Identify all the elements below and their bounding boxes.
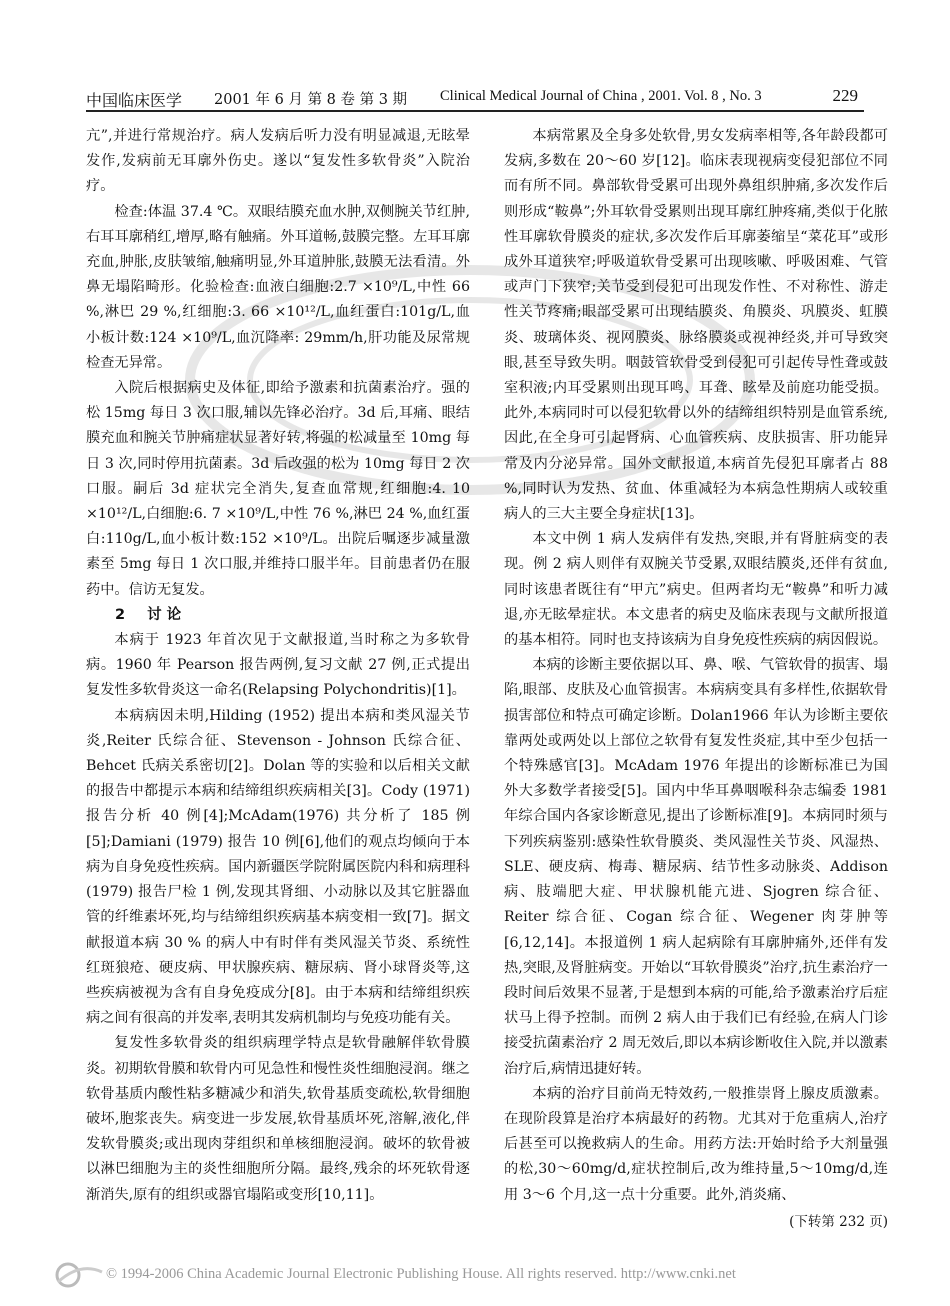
body-paragraph: 检查:体温 37.4 ℃。双眼结膜充血水肿,双侧腕关节红肿,右耳耳廓稍红,增厚,略有触痛。外耳道畅,鼓膜完整。左耳耳廓充血,肿胀,皮肤皱缩,触痛明显,外耳道肿胀,鼓膜无法看清。外鼻无塌陷畸形。化验检查:血液白细胞:2.7 ×10⁹/L,中性 66 %,淋巴 29 %,红细胞:3. 66 ×10¹²/L,血红蛋白:101g/L,血小板计数:124 ×10⁹/L,血沉降率: 29mm/h,肝功能及尿常规检查无异常。 (86, 203, 470, 371)
section-heading (86, 603, 470, 628)
body-paragraph: 本病的诊断主要依据以耳、鼻、喉、气管软骨的损害、塌陷,眼部、皮肤及心血管损害。本病病变具有多样性,依据软骨损害部位和特点可确定诊断。Dolan1966 年认为诊断主要依靠两处或两处以上部位之软骨有复发性炎症,其中至少包括一个特殊感官[3]。McAdam 1976 年提出的诊断标准已为国外大多数学者接受[5]。国内中华耳鼻咽喉科杂志编委 1981 年综合国内各家诊断意见,提出了诊断标准[9]。本病同时须与下列疾病鉴别:感染性软骨膜炎、类风湿性关节炎、风湿热、SLE、硬皮病、梅毒、糖尿病、结节性多动脉炎、Addison 病、肢端肥大症、甲状腺机能亢进、Sjogren 综合征、Reiter 综合征、Cogan 综合征、Wegener 肉芽肿等[6,12,14]。本报道例 1 病人起病除有耳廓肿痛外,还伴有发热,突眼,及肾脏病变。开始以“耳软骨膜炎”治疗,抗生素治疗一段时间后效果不显著,于是想到本病的可能,给予激素治疗后症状马上得予控制。而例 2 病人由于我们已有经验,在病人门诊接受抗菌素治疗 2 周无效后,即以本病诊断收住入院,并以激素治疗后,病情迅捷好转。 (504, 657, 888, 1077)
body-paragraph: 本病常累及全身多处软骨,男女发病率相等,各年龄段都可发病,多数在 20～60 岁[12]。临床表现视病变侵犯部位不同而有所不同。鼻部软骨受累可出现外鼻组织肿痛,多次发作后则形成“鞍鼻”;外耳软骨受累则出现耳廓红肿疼痛,类似于化脓性耳廓软骨膜炎的症状,多次发作后耳廓萎缩呈“菜花耳”或形成外耳道狭窄;呼吸道软骨受累可出现咳嗽、呼吸困难、气管或声门下狭窄;关节受到侵犯可出现发作性、不对称性、游走性关节疼痛;眼部受累可出现结膜炎、角膜炎、巩膜炎、虹膜炎、玻璃体炎、视网膜炎、脉络膜炎或视神经炎,并可导致突眼,甚至导致失明。咽鼓管软骨受到侵犯可引起传导性聋或鼓室积液;内耳受累则出现耳鸣、耳聋、眩晕及前庭功能受损。此外,本病同时可以侵犯软骨以外的结缔组织特别是血管系统,因此,在全身可引起肾病、心血管疾病、皮肤损害、肝功能异常及内分泌异常。国外文献报道,本病首先侵犯耳廓者占 88 %,同时认为发热、贫血、体重减轻为本病急性期病人或较重病人的三大主要全身症状[13]。 (504, 128, 888, 523)
body-paragraph: 本病的治疗目前尚无特效药,一般推崇肾上腺皮质激素。在现阶段算是治疗本病最好的药物。尤其对于危重病人,治疗后甚至可以挽救病人的生命。用药方法:开始时给予大剂量强的松,30～60mg/d,症状控制后,改为维持量,5～10mg/d,连用 3～6 个月,这一点十分重要。此外,消炎痛、 (504, 1085, 888, 1203)
journal-title-en: Clinical Medical Journal of China , 2001. Vol. 8 , No. 3 (440, 88, 762, 104)
body-paragraph: 复发性多软骨炎的组织病理学特点是软骨融解伴软骨膜炎。初期软骨膜和软骨内可见急性和慢性炎性细胞浸润。继之软骨基质内酸性粘多糖减少和消失,软骨基质变疏松,软骨细胞破坏,胞浆丧失。病变进一步发展,软骨基质坏死,溶解,液化,伴发软骨膜炎;或出现肉芽组织和单核细胞浸润。破坏的软骨被以淋巴细胞为主的炎性细胞所分隔。最终,残余的坏死软骨逐渐消失,原有的组织或器官塌陷或变形[10,11]。 (86, 1035, 470, 1203)
cnki-logo-icon (50, 1260, 110, 1290)
body-paragraph: 入院后根据病史及体征,即给予激素和抗菌素治疗。强的松 15mg 每日 3 次口服,辅以先锋必治疗。3d 后,耳痛、眼结膜充血和腕关节肿痛症状显著好转,将强的松减量至 10mg 每日 3 次,同时停用抗菌素。3d 后改强的松为 10mg 每日 2 次口服。嗣后 3d 症状完全消失,复查血常规,红细胞:4. 10 ×10¹²/L,白细胞:6. 7 ×10⁹/L,中性 76 %,淋巴 24 %,血红蛋白:110g/L,血小板计数:152 ×10⁹/L。出院后嘱逐步减量激素至 5mg 每日 1 次口服,并维持口服半年。目前患者仍在服药中。信访无复发。 (86, 380, 470, 598)
copyright-text: © 1994-2006 China Academic Journal Electronic Publishing House. All rights reserved. http://www.cnki.net (106, 1266, 736, 1282)
journal-title-cn: 中国临床医学 (86, 91, 183, 110)
continuation-note: (下转第 232 页) (789, 1213, 888, 1230)
left-column (86, 124, 470, 1208)
page-number: 229 (832, 86, 858, 105)
page-footer (30, 1266, 920, 1288)
body-paragraph: 本病于 1923 年首次见于文献报道,当时称之为多软骨病。1960 年 Pearson 报告两例,复习文献 27 例,正式提出复发性多软骨炎这一命名(Relapsing Polychondritis)[1]。 (86, 632, 470, 699)
running-header (86, 84, 864, 110)
body-paragraph: 本文中例 1 病人发病伴有发热,突眼,并有肾脏病变的表现。例 2 病人则伴有双腕关节受累,双眼结膜炎,还伴有贫血,同时该患者既往有“甲亢”病史。但两者均无“鞍鼻”和听力减退,亦无眩晕症状。本文患者的病史及临床表现与文献所报道的基本相符。同时也支持该病为自身免疫性疾病的病因假说。 (504, 531, 888, 649)
body-paragraph: 本病病因未明,Hilding (1952) 提出本病和类风湿关节炎,Reiter 氏综合征、Stevenson - Johnson 氏综合征、Behcet 氏病关系密切[2]。Dolan 等的实验和以后相关文献的报告中都提示本病和结缔组织疾病相关[3]。Cody (1971) 报告分析 40 例[4];McAdam(1976) 共分析了 185 例[5];Damiani (1979) 报告 10 例[6],他们的观点均倾向于本病为自身免疫性疾病。国内新疆医学院附属医院内科和病理科(1979) 报告尸检 1 例,发现其肾细、小动脉以及其它脏器血管的纤维素坏死,均与结缔组织疾病基本病变相一致[7]。据文献报道本病 30 % 的病人中有时伴有类风湿关节炎、系统性红斑狼疮、硬皮病、甲状腺疾病、糖尿病、肾小球肾炎等,这些疾病被视为含有自身免疫成分[8]。由于本病和结缔组织疾病之间有很高的并发率,表明其发病机制均与免疫功能有关。 (86, 707, 470, 1027)
right-column (504, 124, 888, 1235)
issue-info-cn: 2001 年 6 月 第 8 卷 第 3 期 (214, 92, 408, 108)
body-paragraph: 亢”,并进行常规治疗。病人发病后听力没有明显减退,无眩晕发作,发病前无耳廓外伤史。遂以“复发性多软骨炎”入院治疗。 (86, 128, 470, 195)
section-number: 2 (115, 606, 126, 623)
header-rule (86, 110, 864, 112)
section-title: 讨 论 (147, 606, 182, 623)
